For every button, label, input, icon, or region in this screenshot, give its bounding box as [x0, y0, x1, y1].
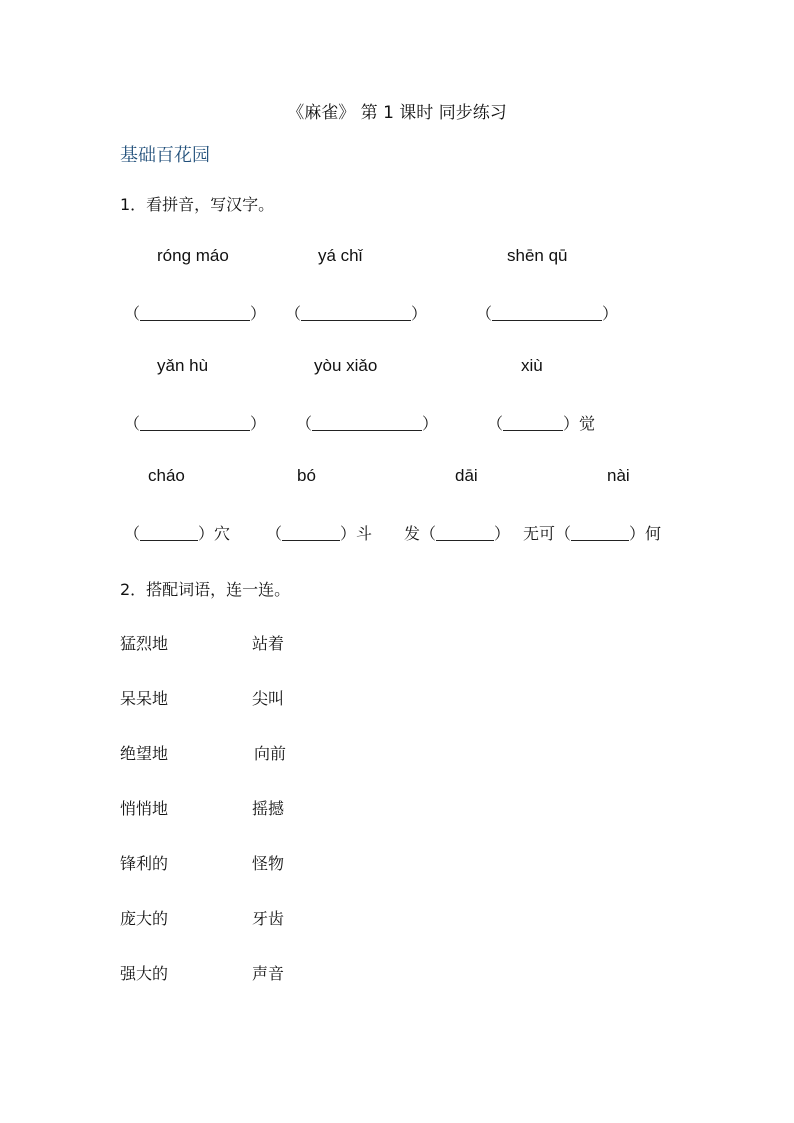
- blank-line: [503, 416, 563, 431]
- blank-line: [312, 416, 422, 431]
- paren-open: （: [285, 304, 302, 323]
- paren-open: （: [487, 414, 504, 433]
- answer-blank[interactable]: [296, 411, 438, 434]
- match-left-word[interactable]: 强大的: [120, 964, 169, 983]
- word-suffix: 觉: [579, 414, 596, 433]
- page-title: 《麻雀》 第 1 课时 同步练习: [287, 103, 507, 123]
- blank-line: [571, 526, 629, 541]
- blank-line: [492, 306, 602, 321]
- match-right-word[interactable]: 站着: [252, 634, 285, 653]
- pinyin-shen-qu: shēn qū: [507, 246, 568, 265]
- pinyin-xiu: xiù: [521, 356, 543, 375]
- section-heading: 基础百花园: [120, 145, 210, 166]
- answer-blank[interactable]: [266, 521, 372, 544]
- paren-open: （: [420, 524, 437, 543]
- match-right-word[interactable]: 牙齿: [252, 909, 285, 928]
- paren-open: （: [555, 524, 572, 543]
- blank-line: [140, 416, 250, 431]
- match-right-word[interactable]: 怪物: [252, 854, 285, 873]
- paren-close: ）: [602, 304, 619, 323]
- paren-close: ）: [411, 304, 428, 323]
- paren-close: ）: [629, 524, 646, 543]
- match-left-word[interactable]: 猛烈地: [120, 634, 169, 653]
- blank-line: [140, 526, 198, 541]
- blank-line: [140, 306, 250, 321]
- pinyin-nai: nài: [607, 466, 630, 485]
- pinyin-yan-hu: yǎn hù: [157, 356, 209, 375]
- match-right-word[interactable]: 声音: [252, 964, 285, 983]
- paren-close: ）: [340, 524, 357, 543]
- paren-open: （: [266, 524, 283, 543]
- answer-blank[interactable]: [124, 521, 230, 544]
- word-suffix: 何: [645, 524, 662, 543]
- paren-close: ）: [250, 304, 267, 323]
- paren-close: ）: [250, 414, 267, 433]
- question-2-prompt: 2．搭配词语，连一连。: [120, 580, 291, 599]
- answer-blank[interactable]: [487, 411, 595, 434]
- blank-line: [301, 306, 411, 321]
- match-left-word[interactable]: 呆呆地: [120, 689, 169, 708]
- match-left-word[interactable]: 庞大的: [120, 909, 169, 928]
- pinyin-dai: dāi: [455, 466, 478, 485]
- answer-blank[interactable]: [124, 411, 266, 434]
- match-right-word[interactable]: 摇撼: [252, 799, 285, 818]
- pinyin-bo: bó: [297, 466, 316, 485]
- pinyin-chao: cháo: [148, 466, 185, 485]
- paren-open: （: [124, 524, 141, 543]
- word-suffix: 斗: [356, 524, 373, 543]
- paren-close: ）: [494, 524, 511, 543]
- paren-close: ）: [422, 414, 439, 433]
- answer-blank[interactable]: [124, 301, 266, 324]
- word-suffix: 穴: [214, 524, 231, 543]
- paren-open: （: [124, 304, 141, 323]
- match-right-word[interactable]: 尖叫: [252, 689, 285, 708]
- paren-close: ）: [198, 524, 215, 543]
- blank-line: [436, 526, 494, 541]
- pinyin-rong-mao: róng máo: [157, 246, 229, 265]
- match-left-word[interactable]: 悄悄地: [120, 799, 169, 818]
- match-left-word[interactable]: 锋利的: [120, 854, 169, 873]
- answer-blank[interactable]: [404, 521, 510, 544]
- match-right-word[interactable]: 向前: [254, 744, 287, 763]
- match-left-word[interactable]: 绝望地: [120, 744, 169, 763]
- pinyin-ya-chi: yá chǐ: [318, 246, 363, 265]
- paren-open: （: [296, 414, 313, 433]
- answer-blank[interactable]: [476, 301, 618, 324]
- answer-blank[interactable]: [285, 301, 427, 324]
- blank-line: [282, 526, 340, 541]
- pinyin-you-xiao: yòu xiǎo: [314, 356, 378, 375]
- question-1-prompt: 1．看拼音，写汉字。: [120, 195, 275, 214]
- answer-blank[interactable]: [523, 521, 661, 544]
- paren-open: （: [476, 304, 493, 323]
- word-prefix: 发: [404, 524, 421, 543]
- paren-close: ）: [563, 414, 580, 433]
- paren-open: （: [124, 414, 141, 433]
- word-prefix: 无可: [523, 524, 556, 543]
